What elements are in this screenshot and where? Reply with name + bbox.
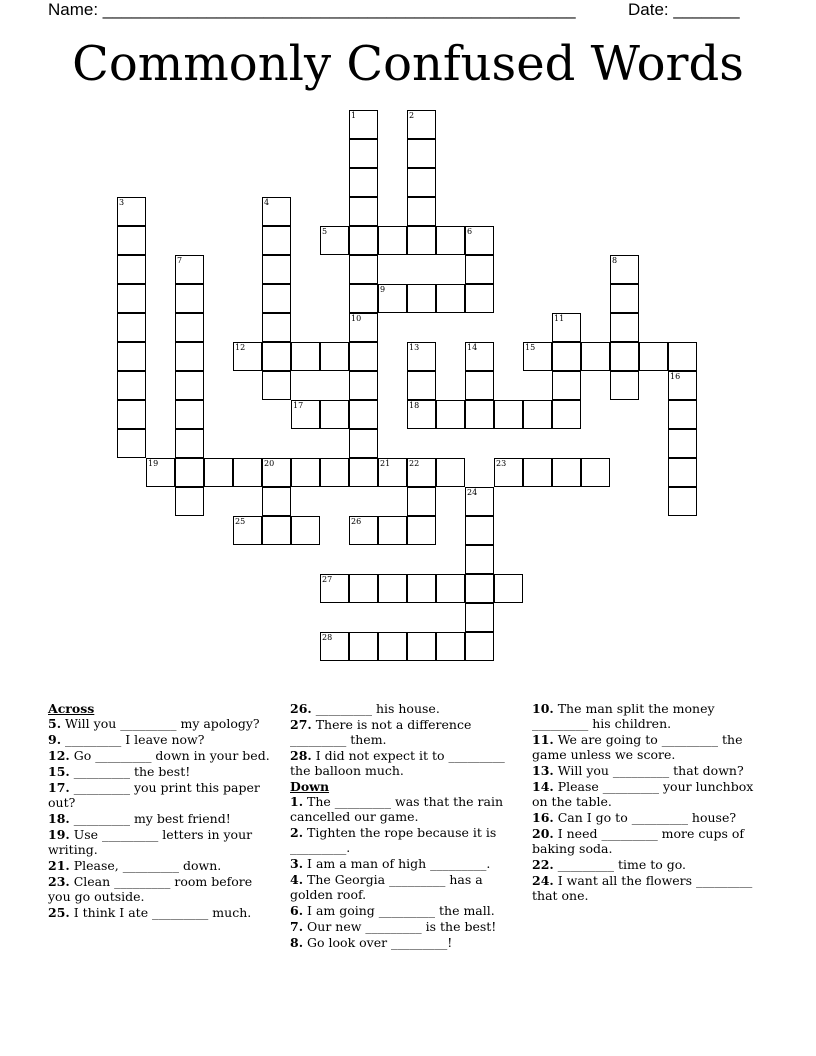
crossword-cell[interactable] — [610, 371, 639, 400]
clue-item — [290, 935, 520, 950]
crossword-cell[interactable] — [610, 342, 639, 371]
crossword-cell[interactable] — [465, 342, 494, 371]
crossword-cell[interactable] — [407, 371, 436, 400]
clue-number: 3 — [119, 198, 125, 207]
crossword-cell[interactable] — [320, 632, 349, 661]
clue-item — [48, 780, 273, 810]
crossword-cell[interactable] — [668, 371, 697, 400]
crossword-cell[interactable] — [465, 516, 494, 545]
clue-number: 17 — [293, 401, 304, 410]
clue-item-number: 11. — [532, 732, 554, 747]
crossword-cell[interactable] — [378, 632, 407, 661]
crossword-cell[interactable] — [117, 226, 146, 255]
crossword-cell[interactable] — [407, 168, 436, 197]
down-clue-list — [290, 794, 520, 950]
clue-item — [532, 732, 767, 762]
clue-number: 26 — [351, 517, 362, 526]
crossword-cell[interactable] — [407, 342, 436, 371]
clue-item — [48, 905, 273, 920]
crossword-cell[interactable] — [349, 139, 378, 168]
clue-item-number: 20. — [532, 826, 554, 841]
crossword-cell[interactable] — [523, 458, 552, 487]
clue-number: 12 — [235, 343, 246, 352]
crossword-cell[interactable] — [610, 255, 639, 284]
crossword-cell[interactable] — [465, 226, 494, 255]
crossword-cell[interactable] — [262, 516, 291, 545]
across-clue-list-continued — [290, 701, 520, 778]
crossword-cell[interactable] — [436, 226, 465, 255]
crossword-cell[interactable] — [581, 458, 610, 487]
crossword-cell[interactable] — [378, 458, 407, 487]
crossword-cell[interactable] — [117, 255, 146, 284]
clue-item — [290, 748, 520, 778]
crossword-cell[interactable] — [349, 458, 378, 487]
clue-number: 4 — [264, 198, 270, 207]
across-clue-list — [48, 716, 273, 920]
crossword-cell[interactable] — [320, 400, 349, 429]
clue-number: 13 — [409, 343, 420, 352]
clue-item-text: Will you _________ my apology? — [61, 716, 260, 731]
crossword-cell[interactable] — [494, 400, 523, 429]
crossword-cell[interactable] — [117, 313, 146, 342]
crossword-cell[interactable] — [552, 458, 581, 487]
crossword-cell[interactable] — [349, 168, 378, 197]
crossword-cell[interactable] — [233, 458, 262, 487]
crossword-cell[interactable] — [465, 371, 494, 400]
crossword-cell[interactable] — [465, 603, 494, 632]
crossword-cell[interactable] — [233, 342, 262, 371]
clue-item-number: 12. — [48, 748, 70, 763]
crossword-cell[interactable] — [668, 487, 697, 516]
clue-item-number: 24. — [532, 873, 554, 888]
clue-number: 23 — [496, 459, 507, 468]
crossword-cell[interactable] — [117, 284, 146, 313]
down-heading: Down — [290, 779, 330, 794]
crossword-cell[interactable] — [378, 516, 407, 545]
crossword-cell[interactable] — [291, 342, 320, 371]
crossword-cell[interactable] — [349, 516, 378, 545]
crossword-cell[interactable] — [262, 458, 291, 487]
crossword-cell[interactable] — [378, 574, 407, 603]
crossword-cell[interactable] — [146, 458, 175, 487]
crossword-cell[interactable] — [175, 313, 204, 342]
clue-item-number: 25. — [48, 905, 70, 920]
crossword-cell[interactable] — [349, 110, 378, 139]
clue-item-number: 14. — [532, 779, 554, 794]
clue-item-number: 22. — [532, 857, 554, 872]
clue-item-text: I need _________ more cups of baking soda. — [532, 826, 744, 856]
crossword-cell[interactable] — [117, 197, 146, 226]
crossword-cell[interactable] — [407, 516, 436, 545]
date-line: Date: _______ — [628, 0, 740, 19]
clue-item — [290, 856, 520, 871]
crossword-cell[interactable] — [465, 632, 494, 661]
clue-item-text: There is not a difference _________ them. — [290, 717, 472, 747]
crossword-cell[interactable] — [436, 458, 465, 487]
clue-item-number: 21. — [48, 858, 70, 873]
clue-number: 28 — [322, 633, 333, 642]
crossword-cell[interactable] — [436, 400, 465, 429]
crossword-cell[interactable] — [668, 458, 697, 487]
clue-item — [290, 717, 520, 747]
clue-item-number: 28. — [290, 748, 312, 763]
clue-number: 14 — [467, 343, 478, 352]
crossword-cell[interactable] — [320, 574, 349, 603]
crossword-cell[interactable] — [552, 400, 581, 429]
crossword-cell[interactable] — [552, 342, 581, 371]
crossword-cell[interactable] — [175, 429, 204, 458]
crossword-cell[interactable] — [378, 284, 407, 313]
clue-item — [48, 732, 273, 747]
crossword-cell[interactable] — [262, 342, 291, 371]
crossword-cell[interactable] — [175, 255, 204, 284]
clue-item — [532, 701, 767, 731]
clue-item-text: Our new _________ is the best! — [303, 919, 497, 934]
clue-item — [48, 811, 273, 826]
crossword-cell[interactable] — [175, 284, 204, 313]
clue-item — [48, 764, 273, 779]
crossword-cell[interactable] — [262, 284, 291, 313]
page-title: Commonly Confused Words — [72, 36, 744, 92]
crossword-cell[interactable] — [436, 574, 465, 603]
crossword-cell[interactable] — [204, 458, 233, 487]
crossword-cell[interactable] — [175, 487, 204, 516]
crossword-cell[interactable] — [349, 429, 378, 458]
crossword-cell[interactable] — [117, 371, 146, 400]
clues-column-3 — [532, 701, 767, 904]
clue-item-number: 17. — [48, 780, 70, 795]
clue-item — [48, 827, 273, 857]
crossword-cell[interactable] — [552, 371, 581, 400]
crossword-cell[interactable] — [639, 342, 668, 371]
crossword-cell[interactable] — [262, 226, 291, 255]
crossword-cell[interactable] — [465, 284, 494, 313]
crossword-cell[interactable] — [233, 516, 262, 545]
clue-item-number: 3. — [290, 856, 304, 871]
crossword-cell[interactable] — [349, 255, 378, 284]
crossword-cell[interactable] — [175, 371, 204, 400]
clue-item-text: _________ the best! — [69, 764, 191, 779]
clue-number: 9 — [380, 285, 386, 294]
clue-item-text: I am a man of high _________. — [303, 856, 491, 871]
clue-item-number: 18. — [48, 811, 70, 826]
clue-item — [290, 903, 520, 918]
crossword-cell[interactable] — [262, 255, 291, 284]
crossword-cell[interactable] — [407, 400, 436, 429]
crossword-cell[interactable] — [407, 574, 436, 603]
crossword-cell[interactable] — [668, 342, 697, 371]
clue-item-text: The man split the money _________ his children. — [532, 701, 715, 731]
clue-item-text: I think I ate _________ much. — [69, 905, 252, 920]
clue-item-text: Use _________ letters in your writing. — [48, 827, 253, 857]
clue-item — [532, 779, 767, 809]
clue-item — [532, 857, 767, 872]
crossword-cell[interactable] — [610, 313, 639, 342]
clue-item — [532, 763, 767, 778]
crossword-cell[interactable] — [436, 284, 465, 313]
clue-item-text: _________ time to go. — [553, 857, 686, 872]
crossword-cell[interactable] — [262, 197, 291, 226]
crossword-cell[interactable] — [291, 516, 320, 545]
clue-item-text: Will you _________ that down? — [553, 763, 744, 778]
clue-item — [48, 858, 273, 873]
crossword-cell[interactable] — [436, 632, 465, 661]
across-heading: Across — [48, 701, 95, 716]
clue-number: 21 — [380, 459, 391, 468]
clue-number: 19 — [148, 459, 159, 468]
clue-item-text: I did not expect it to _________ the balloon much. — [290, 748, 505, 778]
clue-item-number: 5. — [48, 716, 62, 731]
clue-item — [290, 872, 520, 902]
clue-item-number: 7. — [290, 919, 304, 934]
clue-item — [48, 716, 273, 731]
crossword-cell[interactable] — [117, 429, 146, 458]
crossword-cell[interactable] — [465, 574, 494, 603]
down-clue-list-continued — [532, 701, 767, 903]
crossword-cell[interactable] — [552, 313, 581, 342]
clue-item — [48, 874, 273, 904]
clue-number: 24 — [467, 488, 478, 497]
clue-item-number: 26. — [290, 701, 312, 716]
clue-item-number: 6. — [290, 903, 304, 918]
crossword-cell[interactable] — [349, 632, 378, 661]
clue-item — [290, 701, 520, 716]
crossword-cell[interactable] — [320, 226, 349, 255]
clue-item — [48, 748, 273, 763]
crossword-cell[interactable] — [465, 400, 494, 429]
clue-item-text: We are going to _________ the game unless we score. — [532, 732, 743, 762]
crossword-cell[interactable] — [320, 342, 349, 371]
clue-item-text: The Georgia _________ has a golden roof. — [290, 872, 483, 902]
crossword-cell[interactable] — [668, 429, 697, 458]
crossword-cell[interactable] — [349, 371, 378, 400]
crossword-cell[interactable] — [175, 400, 204, 429]
clue-number: 15 — [525, 343, 536, 352]
crossword-cell[interactable] — [407, 458, 436, 487]
crossword-cell[interactable] — [117, 400, 146, 429]
crossword-cell[interactable] — [349, 342, 378, 371]
clue-number: 2 — [409, 111, 415, 120]
clue-item-text: I want all the flowers _________ that one. — [532, 873, 753, 903]
clue-item-number: 10. — [532, 701, 554, 716]
clue-item — [532, 810, 767, 825]
crossword-cell[interactable] — [320, 458, 349, 487]
clue-item-number: 27. — [290, 717, 312, 732]
clue-number: 10 — [351, 314, 362, 323]
crossword-cell[interactable] — [407, 197, 436, 226]
clue-item-text: Go _________ down in your bed. — [69, 748, 270, 763]
crossword-cell[interactable] — [349, 400, 378, 429]
clue-item-text: I am going _________ the mall. — [303, 903, 495, 918]
clue-item-number: 1. — [290, 794, 304, 809]
clue-number: 7 — [177, 256, 183, 265]
crossword-cell[interactable] — [262, 313, 291, 342]
clue-item-text: Please _________ your lunchbox on the table. — [532, 779, 754, 809]
clue-item-number: 15. — [48, 764, 70, 779]
clue-item-number: 13. — [532, 763, 554, 778]
crossword-cell[interactable] — [175, 458, 204, 487]
clue-number: 20 — [264, 459, 275, 468]
clue-item-text: Clean _________ room before you go outside. — [48, 874, 253, 904]
clue-number: 8 — [612, 256, 618, 265]
crossword-cell[interactable] — [349, 197, 378, 226]
clue-item-number: 9. — [48, 732, 62, 747]
clue-number: 11 — [554, 314, 565, 323]
clue-item — [532, 873, 767, 903]
clue-item — [290, 794, 520, 824]
clue-item-text: _________ my best friend! — [69, 811, 231, 826]
clue-item-text: Go look over _________! — [303, 935, 453, 950]
crossword-cell[interactable] — [407, 110, 436, 139]
clue-item-text: _________ I leave now? — [61, 732, 205, 747]
clue-item-text: The _________ was that the rain cancelled our game. — [290, 794, 504, 824]
clue-number: 18 — [409, 401, 420, 410]
clue-item-text: _________ you print this paper out? — [48, 780, 260, 810]
crossword-cell[interactable] — [291, 458, 320, 487]
clue-item — [290, 919, 520, 934]
clue-item-text: _________ his house. — [311, 701, 440, 716]
clue-item — [532, 826, 767, 856]
clue-number: 5 — [322, 227, 328, 236]
crossword-cell[interactable] — [291, 400, 320, 429]
clue-item-number: 8. — [290, 935, 304, 950]
clues-column-2 — [290, 701, 520, 951]
crossword-cell[interactable] — [465, 545, 494, 574]
clue-item-text: Tighten the rope because it is _________. — [290, 825, 497, 855]
clue-item-text: Please, _________ down. — [69, 858, 222, 873]
clue-number: 16 — [670, 372, 681, 381]
crossword-cell[interactable] — [407, 284, 436, 313]
crossword-cell[interactable] — [349, 284, 378, 313]
clue-item-number: 2. — [290, 825, 304, 840]
clue-item-text: Can I go to _________ house? — [553, 810, 737, 825]
crossword-cell[interactable] — [523, 400, 552, 429]
crossword-cell[interactable] — [349, 313, 378, 342]
crossword-cell[interactable] — [494, 574, 523, 603]
crossword-cell[interactable] — [407, 226, 436, 255]
clue-item-number: 19. — [48, 827, 70, 842]
clue-number: 6 — [467, 227, 473, 236]
clue-number: 27 — [322, 575, 333, 584]
across-clues-column — [48, 701, 273, 921]
clue-number: 22 — [409, 459, 420, 468]
clue-item-number: 16. — [532, 810, 554, 825]
crossword-cell[interactable] — [407, 487, 436, 516]
crossword-cell[interactable] — [610, 284, 639, 313]
clue-item-number: 23. — [48, 874, 70, 889]
crossword-cell[interactable] — [349, 574, 378, 603]
clue-item-number: 4. — [290, 872, 304, 887]
name-line: Name: __________________________________________________ — [48, 0, 576, 19]
crossword-cell[interactable] — [117, 342, 146, 371]
crossword-cell[interactable] — [581, 342, 610, 371]
crossword-cell[interactable] — [262, 487, 291, 516]
crossword-cell[interactable] — [465, 255, 494, 284]
clue-number: 1 — [351, 111, 357, 120]
crossword-cell[interactable] — [668, 400, 697, 429]
crossword-cell[interactable] — [262, 371, 291, 400]
crossword-cell[interactable] — [494, 458, 523, 487]
clue-item — [290, 825, 520, 855]
crossword-cell[interactable] — [523, 342, 552, 371]
crossword-cell[interactable] — [349, 226, 378, 255]
crossword-cell[interactable] — [407, 139, 436, 168]
crossword-cell[interactable] — [407, 632, 436, 661]
crossword-cell[interactable] — [378, 226, 407, 255]
crossword-cell[interactable] — [175, 342, 204, 371]
clue-number: 25 — [235, 517, 246, 526]
crossword-cell[interactable] — [465, 487, 494, 516]
